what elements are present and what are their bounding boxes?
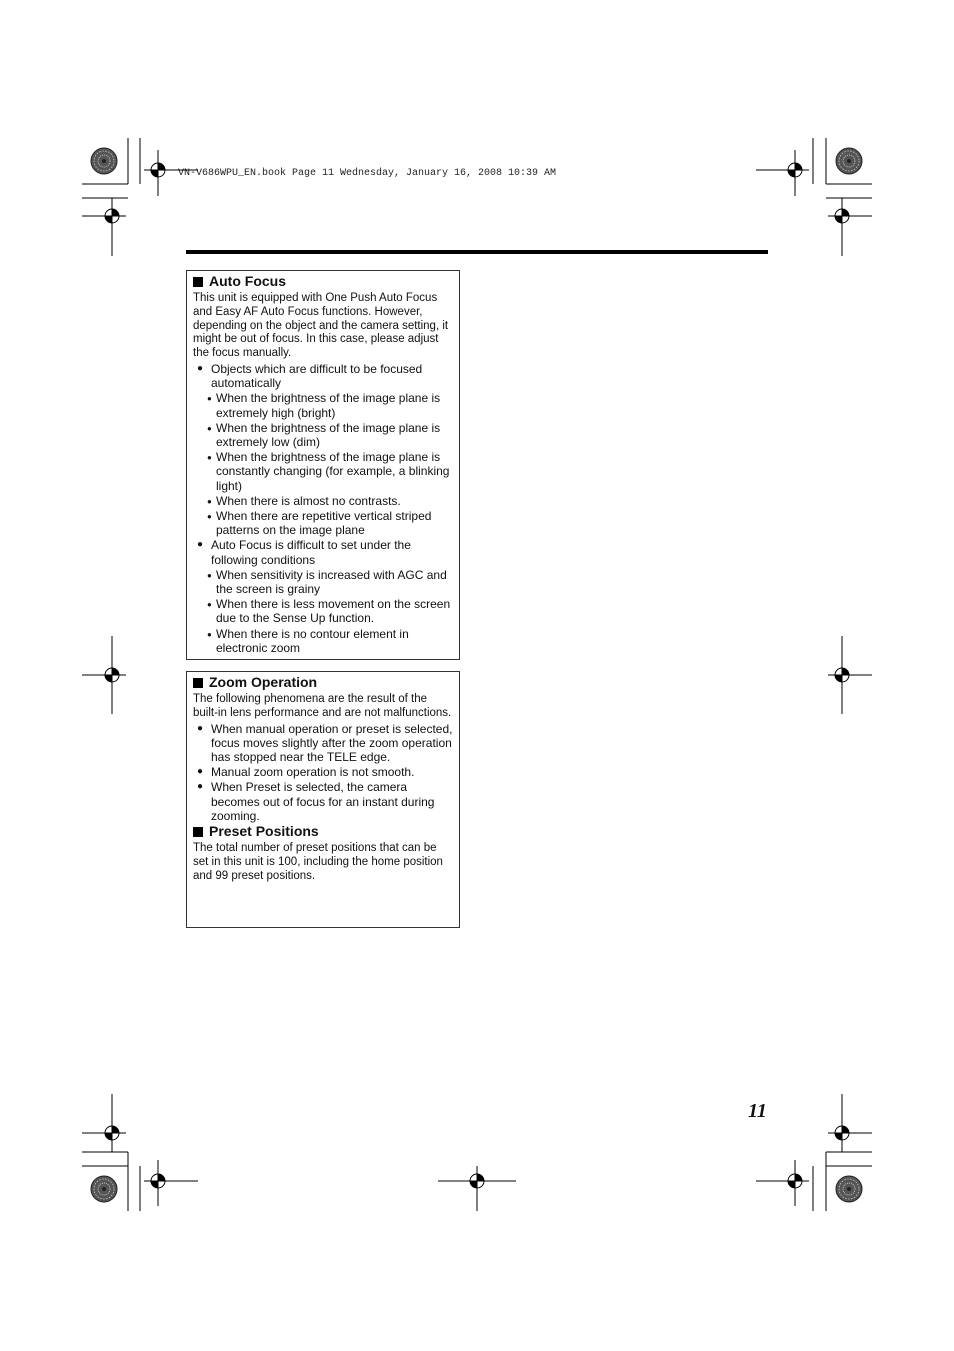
list-item: ● Auto Focus is difficult to set under the following conditions	[193, 538, 453, 566]
list-item: ● When Preset is selected, the camera becomes out of focus for an instant during zooming.	[193, 780, 453, 823]
sub-list-item: ● When there is almost no contrasts.	[193, 494, 453, 508]
page-number: 11	[748, 1100, 767, 1122]
registration-mark-middle-left	[82, 636, 126, 714]
list-item: ● When manual operation or preset is selected, focus moves slightly after the zoom operation has stopped near the TELE edge.	[193, 722, 453, 765]
registration-mark-top-left	[82, 138, 198, 256]
preset-heading: Preset Positions	[193, 823, 453, 840]
registration-mark-top-right	[756, 138, 872, 256]
sub-list-item: ● When the brightness of the image plane is extremely low (dim)	[193, 421, 453, 449]
sub-list-item: ● When sensitivity is increased with AGC and the screen is grainy	[193, 568, 453, 596]
zoom-heading: Zoom Operation	[193, 674, 453, 691]
sub-list-item: ● When the brightness of the image plane is extremely high (bright)	[193, 391, 453, 419]
auto-focus-heading: Auto Focus	[193, 273, 453, 290]
sub-list-item: ● When the brightness of the image plane is constantly changing (for example, a blinking light)	[193, 450, 453, 493]
registration-mark-bottom-right	[756, 1094, 872, 1211]
preset-text: The total number of preset positions that can be set in this unit is 100, including the home position and 99 preset positions.	[193, 842, 443, 882]
sub-list-item: ● When there are repetitive vertical striped patterns on the image plane	[193, 509, 453, 537]
sub-list-item: ● When there is no contour element in electronic zoom	[193, 627, 453, 655]
registration-mark-middle-right	[828, 636, 872, 714]
registration-mark-bottom-left	[82, 1094, 198, 1211]
list-item: ● Manual zoom operation is not smooth.	[193, 765, 453, 779]
zoom-intro: The following phenomena are the result of the built-in lens performance and are not malfunctions.	[193, 693, 452, 719]
auto-focus-intro: This unit is equipped with One Push Auto Focus and Easy AF Auto Focus functions. However, depending on the object and the camera setting, it might be out of focus. In this case, please adjust the focus manually.	[193, 292, 449, 360]
list-item: ● Objects which are difficult to be focused automatically	[193, 362, 453, 390]
sub-list-item: ● When there is less movement on the screen due to the Sense Up function.	[193, 597, 453, 625]
print-info-header: VN-V686WPU_EN.book Page 11 Wednesday, January 16, 2008 10:39 AM	[178, 168, 557, 179]
registration-mark-bottom-center	[438, 1166, 516, 1211]
